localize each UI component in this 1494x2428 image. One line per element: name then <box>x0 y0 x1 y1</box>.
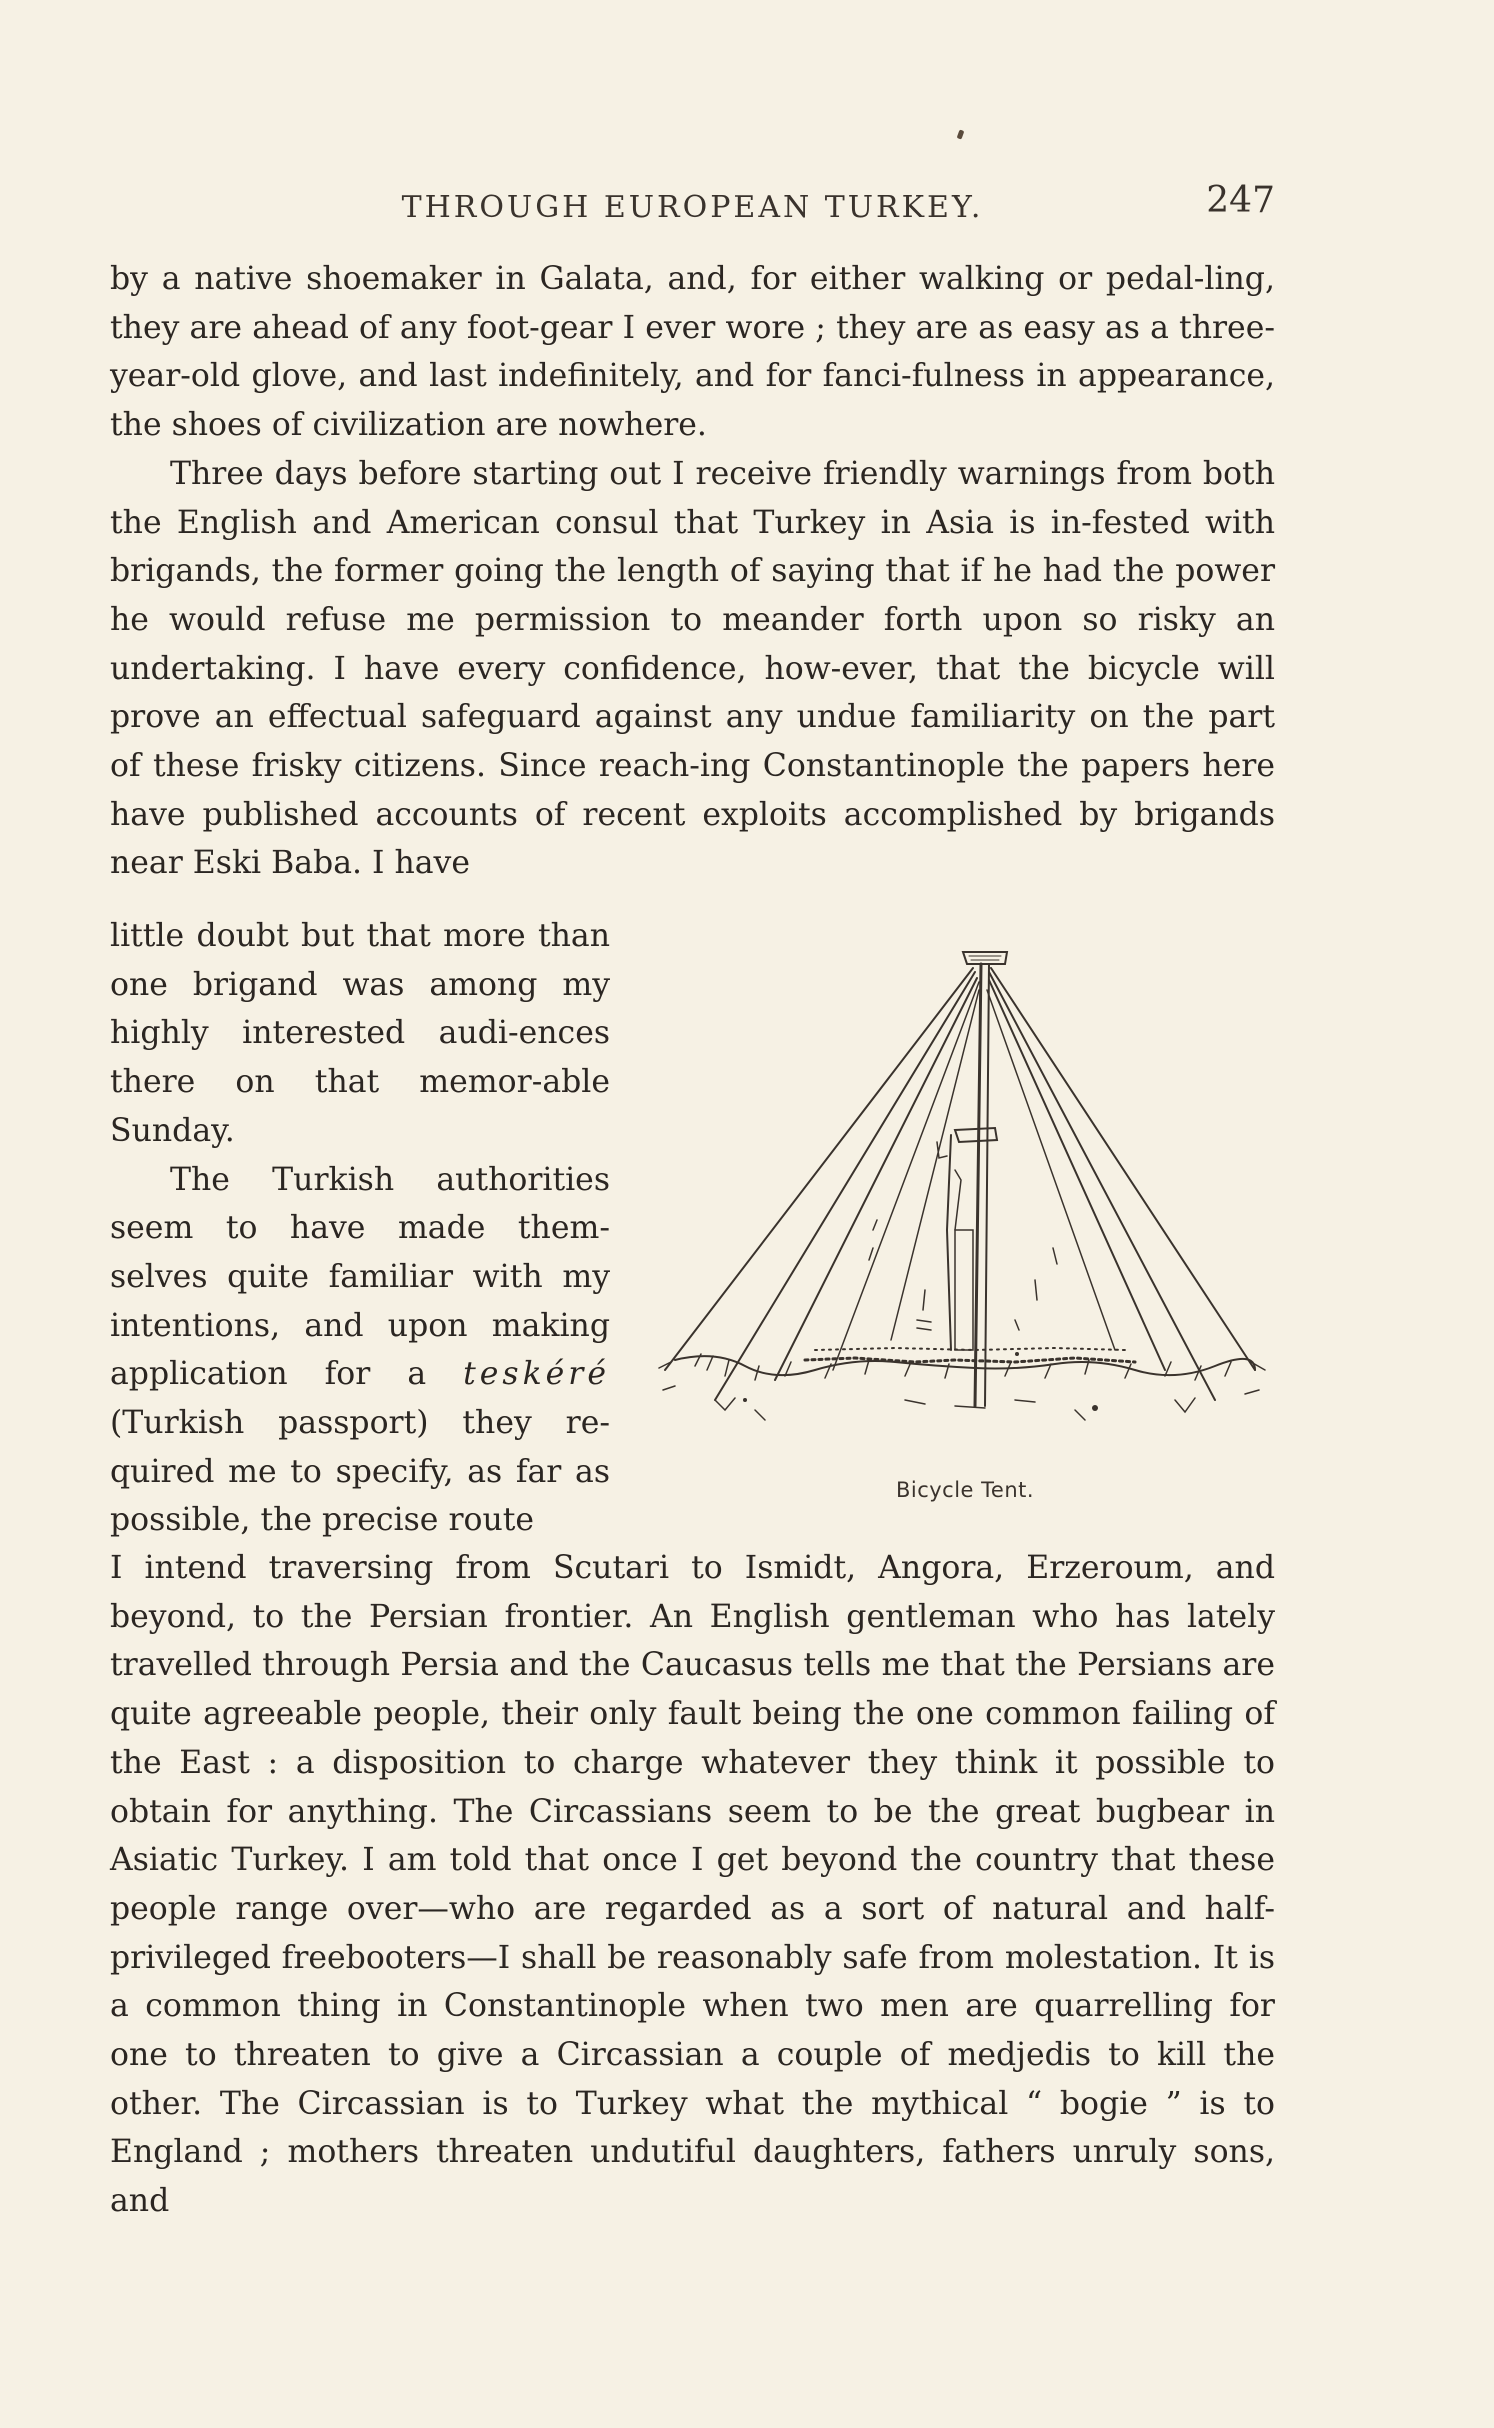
text-block-beside-figure <box>110 912 610 1545</box>
bicycle-wheel-edge <box>955 1230 973 1350</box>
ground-dot-3 <box>743 1398 747 1402</box>
tent-hatching-left <box>869 1220 931 1330</box>
tent-pole <box>975 964 981 1406</box>
tent-pole-shadow <box>985 964 989 1406</box>
tent-apex-cap-hatch <box>969 956 1001 960</box>
ground-shading-upper <box>815 1348 1125 1350</box>
authorities-text-mid: (Turkish passport) they re-quired me to specify, as far as possible, the precise route <box>110 1405 610 1539</box>
paragraph-route-and-circassians: I intend traversing from Scutari to Ismidt, Angora, Erzeroum, and beyond, to the Persian frontier. An English gentleman who has lately travelled through Persia and the Caucasus tells me that the Persians are quite agreeable people, their only fault being the one common failing of the East : a disposition to charge whatever they think it possible to obtain for anything. The Circassians seem to be the great bugbear in Asiatic Turkey. I am told that once I get beyond the country that these people range over—who are regarded as a sort of natural and half-privileged freebooters—I shall be reasonably safe from molestation. It is a common thing in Constantinople when two men are quarrelling for one to threaten to give a Circassian a couple of medjedis to kill the other. The Circassian is to Turkey what the mythical “ bogie ” is to England ; mothers threaten undutiful daughters, fathers unruly sons, and <box>110 1550 1275 2220</box>
guy-line-right-1 <box>989 972 1215 1400</box>
text-block-top <box>110 255 1275 888</box>
ink-speck <box>957 129 965 139</box>
header-title: THROUGH EUROPEAN TURKEY. <box>401 190 984 225</box>
guy-line-right-inner <box>987 990 1115 1350</box>
paragraph-authorities <box>110 1156 610 1546</box>
guy-line-left-inner <box>891 990 979 1340</box>
authorities-text-start: The Turkish authorities seem to have made them-selves quite familiar with my intentions, and upon making application for a <box>110 1161 610 1393</box>
guy-line-left-3 <box>833 982 979 1370</box>
bicycle-tent-illustration <box>655 930 1275 1470</box>
bicycle-lamp <box>937 1142 947 1158</box>
ground-line <box>675 1356 1255 1375</box>
ground-stakes <box>715 1398 1195 1420</box>
bicycle-tent-figure <box>655 930 1275 1510</box>
bicycle-spoke-detail <box>955 1170 961 1230</box>
paragraph-warnings: Three days before starting out I receive friendly warnings from both the English and American consul that Turkey in Asia is in-fested with brigands, the former going the length of saying that if he had the power he would refuse me permission to meander forth upon so risky an undertaking. I have every confidence, how-ever, that the bicycle will prove an effectual safeguard against any undue familiarity on the part of these frisky citizens. Since reach-ing Constantinople the papers here have published accounts of recent exploits accomplished by brigands near Eski Baba. I have <box>110 455 1275 882</box>
ground-dot-1 <box>1092 1405 1098 1411</box>
page-number: 247 <box>1206 180 1275 221</box>
text-block-bottom <box>110 1544 1275 2226</box>
teskere-word: teskéré <box>463 1356 611 1393</box>
guy-line-left-outer <box>665 968 973 1370</box>
figure-caption: Bicycle Tent. <box>895 1478 1035 1502</box>
bicycle-fork <box>947 1135 951 1350</box>
paragraph-shoes: by a native shoemaker in Galata, and, for either walking or pedal-ling, they are ahead of any foot-gear I ever wore ; they are as easy as a three-year-old glove, and last indefinitely, and for fanci-fulness in appearance, the shoes of civilization are nowhere. <box>110 261 1275 444</box>
guy-line-left-1 <box>715 972 975 1400</box>
ground-dot-2 <box>1015 1352 1019 1356</box>
bicycle-handlebar <box>955 1128 997 1142</box>
tent-hatching-right <box>1015 1248 1057 1330</box>
running-head <box>110 180 1275 230</box>
paragraph-brigand-audience: little doubt but that more than one brigand was among my highly interested audi-ences there on that memor-able Sunday. <box>110 918 610 1149</box>
guy-line-right-2 <box>989 980 1165 1370</box>
guy-line-left-2 <box>775 978 977 1380</box>
tent-apex-cap <box>963 952 1007 964</box>
guy-line-right-outer <box>991 968 1255 1370</box>
